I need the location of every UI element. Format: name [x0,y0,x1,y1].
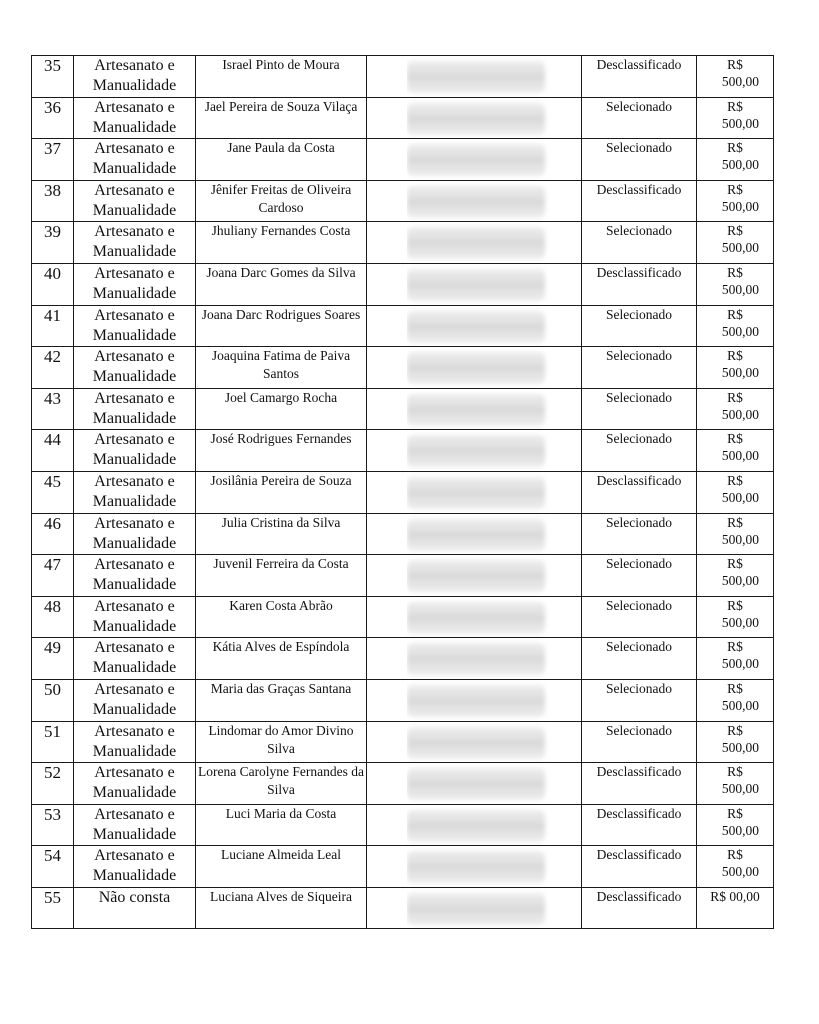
value-line: 500,00 [721,656,759,672]
category-cell [74,430,196,472]
category-line: Artesanato e [94,722,175,740]
redacted-cell [407,222,582,264]
value-line: R$ [727,847,743,863]
value-line: 500,00 [721,157,759,173]
category-line: Manualidade [92,284,177,302]
value-line: R$ [727,805,743,821]
row-number: 49 [32,638,74,680]
category-line: Manualidade [92,784,177,802]
redaction-blur [407,477,546,509]
redacted-cell [407,763,582,805]
value-line: R$ [727,556,743,572]
category-cell [74,305,196,347]
category-cell [74,721,196,763]
value-line: 500,00 [721,739,759,755]
empty-cell [367,638,407,680]
category-line: Artesanato e [94,597,175,615]
empty-cell [367,430,407,472]
table-row [32,139,774,181]
value-cell [697,846,774,888]
participant-name: Joaquina Fatima de Paiva Santos [196,347,367,389]
value-cell [697,180,774,222]
category-cell [74,222,196,264]
value-cell [697,471,774,513]
redacted-cell [407,471,582,513]
empty-cell [367,222,407,264]
participant-name: Lorena Carolyne Fernandes da Silva [196,763,367,805]
row-number: 48 [32,596,74,638]
status-cell: Selecionado [582,430,697,472]
empty-cell [367,804,407,846]
value-line: R$ [727,140,743,156]
value-cell [697,763,774,805]
empty-cell [367,763,407,805]
category-line: Manualidade [92,326,177,344]
redacted-cell [407,56,582,98]
participant-name: Luci Maria da Costa [196,804,367,846]
redacted-cell [407,638,582,680]
redacted-cell [407,180,582,222]
row-number: 43 [32,388,74,430]
value-cell [697,513,774,555]
redaction-blur [407,685,546,717]
table-row [32,555,774,597]
table-row [32,596,774,638]
row-number: 55 [32,887,74,929]
redaction-blur [407,519,546,551]
table-row [32,222,774,264]
value-line: 500,00 [721,531,759,547]
status-cell: Selecionado [582,596,697,638]
table-row [32,56,774,98]
value-cell [697,804,774,846]
value-line: R$ [727,472,743,488]
value-cell [697,887,774,929]
category-cell [74,180,196,222]
redacted-cell [407,846,582,888]
table-row [32,180,774,222]
value-line: R$ [727,680,743,696]
redacted-cell [407,804,582,846]
status-cell: Desclassificado [582,471,697,513]
redacted-cell [407,388,582,430]
redaction-blur [407,893,546,925]
category-line: Manualidade [92,409,177,427]
category-line: Artesanato e [94,223,175,241]
category-cell [74,555,196,597]
status-cell: Selecionado [582,97,697,139]
redacted-cell [407,305,582,347]
participant-name: Maria das Graças Santana [196,679,367,721]
redaction-blur [407,144,546,176]
value-line: 500,00 [721,365,759,381]
empty-cell [367,721,407,763]
value-line: R$ [727,431,743,447]
status-cell: Selecionado [582,555,697,597]
value-line: R$ [727,597,743,613]
category-line: Manualidade [92,492,177,510]
value-line: R$ [727,722,743,738]
redaction-blur [407,269,546,301]
table-row [32,804,774,846]
redaction-blur [407,394,546,426]
value-line: 500,00 [721,74,759,89]
redacted-cell [407,596,582,638]
redacted-cell [407,679,582,721]
category-line: Artesanato e [94,98,175,116]
category-line: Artesanato e [94,306,175,324]
category-line: Manualidade [92,368,177,386]
category-cell [74,97,196,139]
value-line: 500,00 [721,697,759,713]
empty-cell [367,263,407,305]
row-number: 38 [32,180,74,222]
status-cell: Desclassificado [582,846,697,888]
empty-cell [367,513,407,555]
category-line: Artesanato e [94,514,175,532]
redacted-cell [407,430,582,472]
value-line: 500,00 [721,864,759,880]
category-cell [74,347,196,389]
value-cell [697,263,774,305]
category-line: Artesanato e [94,348,175,366]
participant-name: Jhuliany Fernandes Costa [196,222,367,264]
participant-name: José Rodrigues Fernandes [196,430,367,472]
redaction-blur [407,103,546,135]
redaction-blur [407,227,546,259]
participant-name: Luciane Almeida Leal [196,846,367,888]
participant-name: Jane Paula da Costa [196,139,367,181]
category-cell [74,763,196,805]
value-cell [697,596,774,638]
table-row [32,263,774,305]
value-cell [697,555,774,597]
value-line: R$ 00,00 [710,888,760,904]
row-number: 46 [32,513,74,555]
participant-name: Israel Pinto de Moura [196,56,367,98]
value-line: R$ [727,514,743,530]
redacted-cell [407,721,582,763]
row-number: 35 [32,56,74,98]
participant-name: Joana Darc Rodrigues Soares [196,305,367,347]
category-cell [74,804,196,846]
value-line: 500,00 [721,240,759,256]
category-line: Artesanato e [94,181,175,199]
category-line: Manualidade [92,825,177,843]
category-line: Manualidade [92,118,177,136]
redaction-blur [407,435,546,467]
category-line: Manualidade [92,867,177,885]
table-row [32,887,774,929]
participant-name: Kátia Alves de Espíndola [196,638,367,680]
table-row [32,513,774,555]
row-number: 54 [32,846,74,888]
category-line: Artesanato e [94,431,175,449]
category-cell [74,263,196,305]
value-line: R$ [727,223,743,239]
empty-cell [367,846,407,888]
table-row [32,763,774,805]
category-line: Manualidade [92,77,177,94]
empty-cell [367,305,407,347]
category-line: Manualidade [92,659,177,677]
empty-cell [367,347,407,389]
row-number: 47 [32,555,74,597]
status-cell: Selecionado [582,679,697,721]
value-line: 500,00 [721,614,759,630]
status-cell: Desclassificado [582,804,697,846]
value-line: R$ [727,306,743,322]
row-number: 50 [32,679,74,721]
empty-cell [367,56,407,98]
value-line: 500,00 [721,406,759,422]
table-row [32,846,774,888]
empty-cell [367,97,407,139]
row-number: 39 [32,222,74,264]
category-cell [74,513,196,555]
value-line: R$ [727,57,743,72]
participant-name: Julia Cristina da Silva [196,513,367,555]
status-cell: Selecionado [582,347,697,389]
status-cell: Desclassificado [582,763,697,805]
category-cell [74,388,196,430]
redacted-cell [407,887,582,929]
row-number: 51 [32,721,74,763]
value-line: 500,00 [721,573,759,589]
participant-name: Jael Pereira de Souza Vilaça [196,97,367,139]
value-cell [697,97,774,139]
empty-cell [367,679,407,721]
status-cell: Desclassificado [582,56,697,98]
category-cell [74,638,196,680]
redacted-cell [407,139,582,181]
category-line: Artesanato e [94,639,175,657]
row-number: 44 [32,430,74,472]
empty-cell [367,139,407,181]
participant-name: Joel Camargo Rocha [196,388,367,430]
category-line: Manualidade [92,201,177,219]
value-line: 500,00 [721,323,759,339]
value-cell [697,388,774,430]
value-cell [697,347,774,389]
empty-cell [367,555,407,597]
status-cell: Selecionado [582,139,697,181]
category-cell [74,846,196,888]
table-row [32,347,774,389]
value-line: 500,00 [721,822,759,838]
redaction-blur [407,727,546,759]
row-number: 42 [32,347,74,389]
redacted-cell [407,97,582,139]
participant-name: Joana Darc Gomes da Silva [196,263,367,305]
table-row [32,430,774,472]
status-cell: Desclassificado [582,263,697,305]
category-line: Artesanato e [94,140,175,158]
status-cell: Selecionado [582,388,697,430]
value-cell [697,139,774,181]
value-line: R$ [727,264,743,280]
category-line: Não consta [98,888,171,906]
value-cell [697,222,774,264]
status-cell: Selecionado [582,305,697,347]
redacted-cell [407,513,582,555]
value-cell [697,56,774,98]
value-cell [697,679,774,721]
table-row [32,305,774,347]
value-line: 500,00 [721,115,759,131]
status-cell: Selecionado [582,638,697,680]
redaction-blur [407,851,546,883]
participant-name: Luciana Alves de Siqueira [196,887,367,929]
participant-name: Karen Costa Abrão [196,596,367,638]
status-cell: Selecionado [582,721,697,763]
empty-cell [367,887,407,929]
category-line: Manualidade [92,160,177,178]
redaction-blur [407,352,546,384]
value-cell [697,430,774,472]
category-line: Artesanato e [94,556,175,574]
status-cell: Selecionado [582,513,697,555]
category-line: Artesanato e [94,389,175,407]
table-row [32,471,774,513]
value-line: R$ [727,348,743,364]
value-line: R$ [727,98,743,114]
category-line: Manualidade [92,534,177,552]
empty-cell [367,471,407,513]
status-cell: Desclassificado [582,180,697,222]
redacted-cell [407,555,582,597]
redacted-cell [407,347,582,389]
category-cell [74,596,196,638]
category-line: Manualidade [92,700,177,718]
empty-cell [367,180,407,222]
category-line: Artesanato e [94,764,175,782]
value-line: R$ [727,639,743,655]
category-line: Manualidade [92,243,177,261]
value-line: R$ [727,389,743,405]
value-line: R$ [727,764,743,780]
redaction-blur [407,560,546,592]
value-line: R$ [727,181,743,197]
table-row [32,721,774,763]
value-cell [697,721,774,763]
redaction-blur [407,602,546,634]
category-line: Artesanato e [94,680,175,698]
value-line: 500,00 [721,198,759,214]
table-row [32,638,774,680]
value-line: 500,00 [721,448,759,464]
status-cell: Selecionado [582,222,697,264]
table-row [32,679,774,721]
redacted-cell [407,263,582,305]
category-cell [74,139,196,181]
category-line: Artesanato e [94,472,175,490]
category-line: Artesanato e [94,57,175,74]
value-line: 500,00 [721,781,759,797]
category-cell [74,887,196,929]
row-number: 37 [32,139,74,181]
row-number: 52 [32,763,74,805]
category-line: Manualidade [92,617,177,635]
table-body [32,56,774,929]
row-number: 40 [32,263,74,305]
participant-name: Lindomar do Amor Divino Silva [196,721,367,763]
redaction-blur [407,311,546,343]
category-line: Manualidade [92,451,177,469]
row-number: 53 [32,804,74,846]
category-line: Artesanato e [94,805,175,823]
category-line: Artesanato e [94,847,175,865]
category-cell [74,56,196,98]
category-line: Artesanato e [94,264,175,282]
category-cell [74,679,196,721]
row-number: 41 [32,305,74,347]
value-line: 500,00 [721,281,759,297]
empty-cell [367,388,407,430]
value-cell [697,305,774,347]
category-line: Manualidade [92,576,177,594]
redaction-blur [407,186,546,218]
table-row [32,97,774,139]
selection-results-table [31,55,774,929]
value-cell [697,638,774,680]
redaction-blur [407,810,546,842]
row-number: 36 [32,97,74,139]
participant-name: Jênifer Freitas de Oliveira Cardoso [196,180,367,222]
category-cell [74,471,196,513]
table-row [32,388,774,430]
redaction-blur [407,61,546,93]
empty-cell [367,596,407,638]
participant-name: Juvenil Ferreira da Costa [196,555,367,597]
redaction-blur [407,768,546,800]
row-number: 45 [32,471,74,513]
value-line: 500,00 [721,489,759,505]
participant-name: Josilânia Pereira de Souza [196,471,367,513]
status-cell: Desclassificado [582,887,697,929]
category-line: Manualidade [92,742,177,760]
redaction-blur [407,643,546,675]
